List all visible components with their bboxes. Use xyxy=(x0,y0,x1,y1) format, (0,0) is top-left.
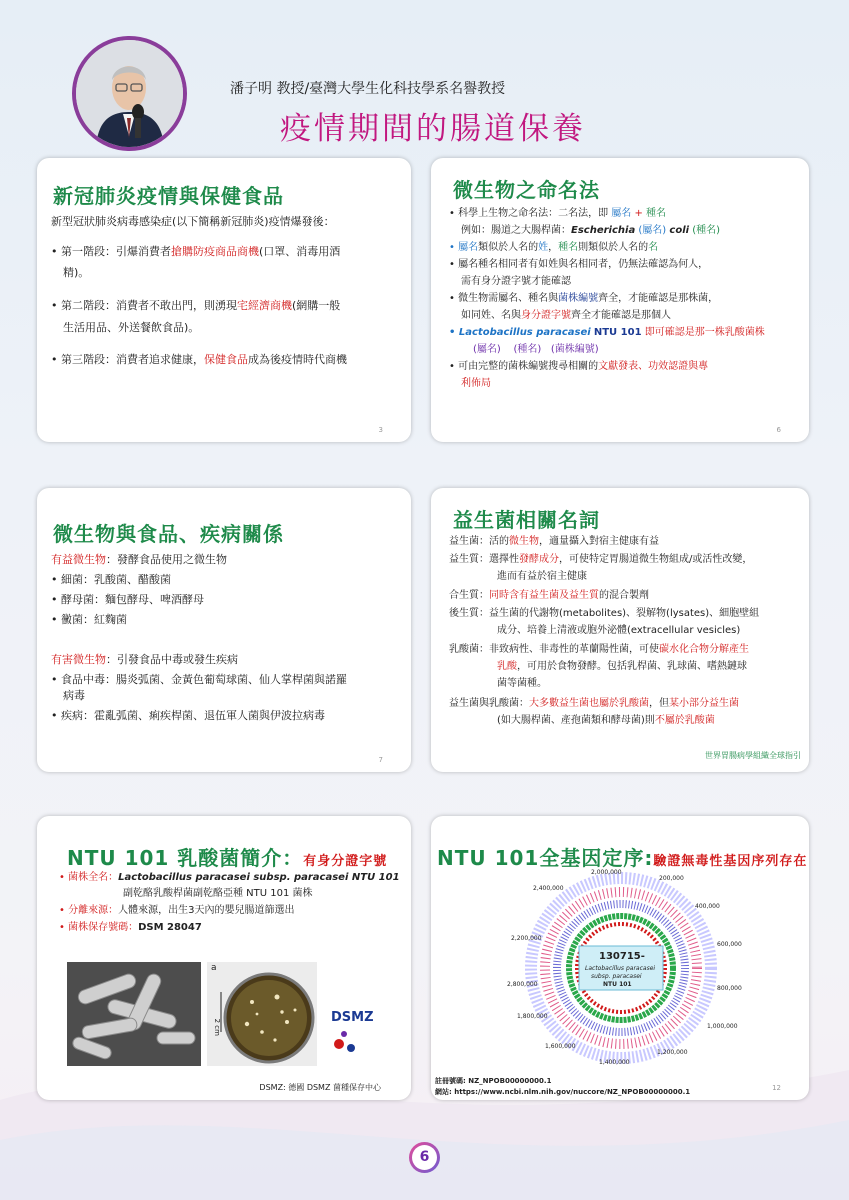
strain-full-name: • 菌株全名：Lactobacillus paracasei subsp. paracasei NTU 101 xyxy=(59,872,400,883)
slide-title: 新冠肺炎疫情與保健食品 xyxy=(53,184,284,208)
naming-line-6: • 微生物需屬名、種名與菌株編號齊全，才能確認是那株菌， xyxy=(449,293,719,304)
bad-microbe-item: • 疾病：霍亂弧菌、痢疾桿菌、退伍軍人菌與伊波拉病毒 xyxy=(51,709,325,722)
slide-title: NTU 101全基因定序:驗證無毒性基因序列存在 xyxy=(437,846,808,870)
term-lactic-acid-bacteria: 乳酸菌：非致病性、非毒性的革蘭陽性菌，可使碳水化合物分解產生 xyxy=(449,644,749,655)
bullet-stage-1-cont: 精)。 xyxy=(63,266,90,279)
naming-line-9: (屬名) (種名) (菌株編號) xyxy=(473,344,599,355)
naming-line-1: • 科學上生物之命名法：二名法，即 屬名 + 種名 xyxy=(449,208,667,219)
slide-intro: 新型冠狀肺炎病毒感染症(以下簡稱新冠肺炎)疫情爆發後： xyxy=(51,215,335,228)
naming-line-2: 例如：腸道之大腸桿菌：Escherichia (屬名) coli (種名) xyxy=(461,225,721,236)
slide-title: 益生菌相關名詞 xyxy=(453,508,600,532)
slide-title: NTU 101 乳酸菌簡介：有身分證字號 xyxy=(67,846,388,870)
term-probiotic-vs-lab-cont: (如大腸桿菌、產孢菌類和酵母菌)則不屬於乳酸菌 xyxy=(497,715,715,726)
microscope-image xyxy=(67,962,201,1066)
bullet-stage-2: • 第二階段：消費者不敢出門，則湧現宅經濟商機(網購一般 xyxy=(51,299,341,312)
culture-plate-image xyxy=(207,962,317,1066)
naming-line-4: • 屬名種名相同者有如姓與名相同者，仍無法確認為何人， xyxy=(449,259,709,270)
good-microbes-heading: 有益微生物：發酵食品使用之微生物 xyxy=(51,553,227,566)
term-prebiotic: 益生質：選擇性發酵成分，可使特定胃腸道微生物組成/或活性改變， xyxy=(449,554,753,565)
slide-page-number: 12 xyxy=(772,1084,781,1092)
page-number-badge xyxy=(409,1142,440,1173)
strain-deposit: • 菌株保存號碼：DSM 28047 xyxy=(59,922,202,933)
naming-line-8: • Lactobacillus paracasei NTU 101 即可確認是那一株乳酸菌株 xyxy=(449,327,765,338)
genome-tick-label: 800,000 xyxy=(717,985,742,992)
term-synbiotic: 合生質：同時含有益生菌及益生質的混合製劑 xyxy=(449,590,649,601)
bad-microbe-item-cont: 病毒 xyxy=(63,689,85,702)
genome-tick-label: 1,800,000 xyxy=(517,1013,548,1020)
genome-registration: 註冊號碼: NZ_NPOB00000000.1 xyxy=(435,1077,552,1085)
slide-page-number: 6 xyxy=(776,426,781,434)
strain-chinese-name: 副乾酪乳酸桿菌副乾酪亞種 NTU 101 菌株 xyxy=(123,888,313,899)
page-number: 6 xyxy=(412,1145,437,1170)
slide-page-number: 3 xyxy=(378,426,383,434)
dsmz-logo xyxy=(329,1004,379,1054)
dsmz-logo-text: DSMZ xyxy=(331,1010,374,1025)
genome-center-strain: NTU 101 xyxy=(603,981,632,988)
term-postbiotic: 後生質：益生菌的代謝物(metabolites)、裂解物(lysates)、細胞壁組 xyxy=(449,608,760,619)
good-microbe-item: • 細菌：乳酸菌、醋酸菌 xyxy=(51,573,171,586)
term-lactic-acid-bacteria-cont2: 菌等菌種。 xyxy=(497,678,547,689)
slide-probiotic-terms xyxy=(431,488,809,772)
good-microbe-item: • 酵母菌：麵包酵母、啤酒酵母 xyxy=(51,593,204,606)
naming-line-10: • 可由完整的菌株編號搜尋相關的文獻發表、功效認證與專 xyxy=(449,361,709,372)
genome-tick-label: 1,200,000 xyxy=(657,1049,688,1056)
genome-tick-label: 400,000 xyxy=(695,903,720,910)
bullet-stage-2-cont: 生活用品、外送餐飲食品)。 xyxy=(63,321,200,334)
slide-ntu101-genome xyxy=(431,816,809,1100)
figure-label: a xyxy=(211,963,217,973)
naming-line-11: 利佈局 xyxy=(461,378,491,389)
naming-line-3: • 屬名類似於人名的姓，種名則類似於人名的名 xyxy=(449,242,659,253)
slide-page-number: 7 xyxy=(378,756,383,764)
term-probiotic: 益生菌：活的微生物，適量攝入對宿主健康有益 xyxy=(449,536,659,547)
genome-tick-label: 2,400,000 xyxy=(533,885,564,892)
page-title: 疫情期間的腸道保養 xyxy=(280,111,586,147)
slide-ntu101-intro xyxy=(37,816,411,1100)
genome-url: 網站: https://www.ncbi.nlm.nih.gov/nuccore/NZ_NPOB00000000.1 xyxy=(435,1088,691,1096)
genome-center-species: Lactobacillus paracasei xyxy=(585,965,656,972)
term-probiotic-vs-lab: 益生菌與乳酸菌：大多數益生菌也屬於乳酸菌，但某小部分益生菌 xyxy=(449,698,739,709)
term-prebiotic-cont: 進而有益於宿主健康 xyxy=(497,571,587,582)
term-lactic-acid-bacteria-cont: 乳酸，可用於食物發酵。包括乳桿菌、乳球菌、嗜熱鏈球 xyxy=(497,661,747,672)
genome-tick-label: 1,400,000 xyxy=(599,1059,630,1066)
slide-covid-health-food xyxy=(37,158,411,442)
slide-title: 微生物與食品、疾病關係 xyxy=(53,522,284,546)
slide-microbe-naming xyxy=(431,158,809,442)
strain-source: • 分離來源：人體來源，出生3天內的嬰兒腸道篩選出 xyxy=(59,905,295,916)
slide-microbes-food-disease xyxy=(37,488,411,772)
genome-tick-label: 1,000,000 xyxy=(707,1023,738,1030)
genome-center-id: 130715- xyxy=(599,951,645,962)
genome-tick-label: 600,000 xyxy=(717,941,742,948)
naming-line-7: 如同姓、名與身分證字號齊全才能確認是那個人 xyxy=(461,310,671,321)
bad-microbe-item: • 食品中毒：腸炎弧菌、金黃色葡萄球菌、仙人掌桿菌與諾羅 xyxy=(51,673,347,686)
genome-tick-label: 1,600,000 xyxy=(545,1043,576,1050)
portrait-image xyxy=(76,40,183,147)
scale-label: 2 cm xyxy=(212,1018,221,1036)
author-avatar xyxy=(72,36,187,151)
author-byline: 潘子明 教授/臺灣大學生化科技學系名譽教授 xyxy=(230,81,506,97)
bullet-stage-1: • 第一階段：引爆消費者搶購防疫商品商機(口罩、消毒用酒 xyxy=(51,245,341,258)
naming-line-5: 需有身分證字號才能確認 xyxy=(461,276,571,287)
bullet-stage-3: • 第三階段：消費者追求健康，保健食品成為後疫情時代商機 xyxy=(51,353,347,366)
slide-footnote: DSMZ: 德國 DSMZ 菌種保存中心 xyxy=(259,1083,381,1092)
term-postbiotic-cont: 成分、培養上清液或胞外泌體(extracellular vesicles) xyxy=(497,625,741,636)
genome-tick-label: 2,200,000 xyxy=(511,935,542,942)
genome-tick-label: 2,800,000 xyxy=(507,981,538,988)
slide-title: 微生物之命名法 xyxy=(453,178,600,202)
good-microbe-item: • 黴菌：紅麴菌 xyxy=(51,613,127,626)
genome-tick-label: 2,000,000 xyxy=(591,869,622,876)
bad-microbes-heading: 有害微生物：引發食品中毒或發生疾病 xyxy=(51,653,238,666)
genome-tick-label: 200,000 xyxy=(659,875,684,882)
genome-center-subspecies: subsp. paracasei xyxy=(591,973,642,980)
source-citation: 世界胃腸病學組織全球指引 xyxy=(705,751,801,760)
